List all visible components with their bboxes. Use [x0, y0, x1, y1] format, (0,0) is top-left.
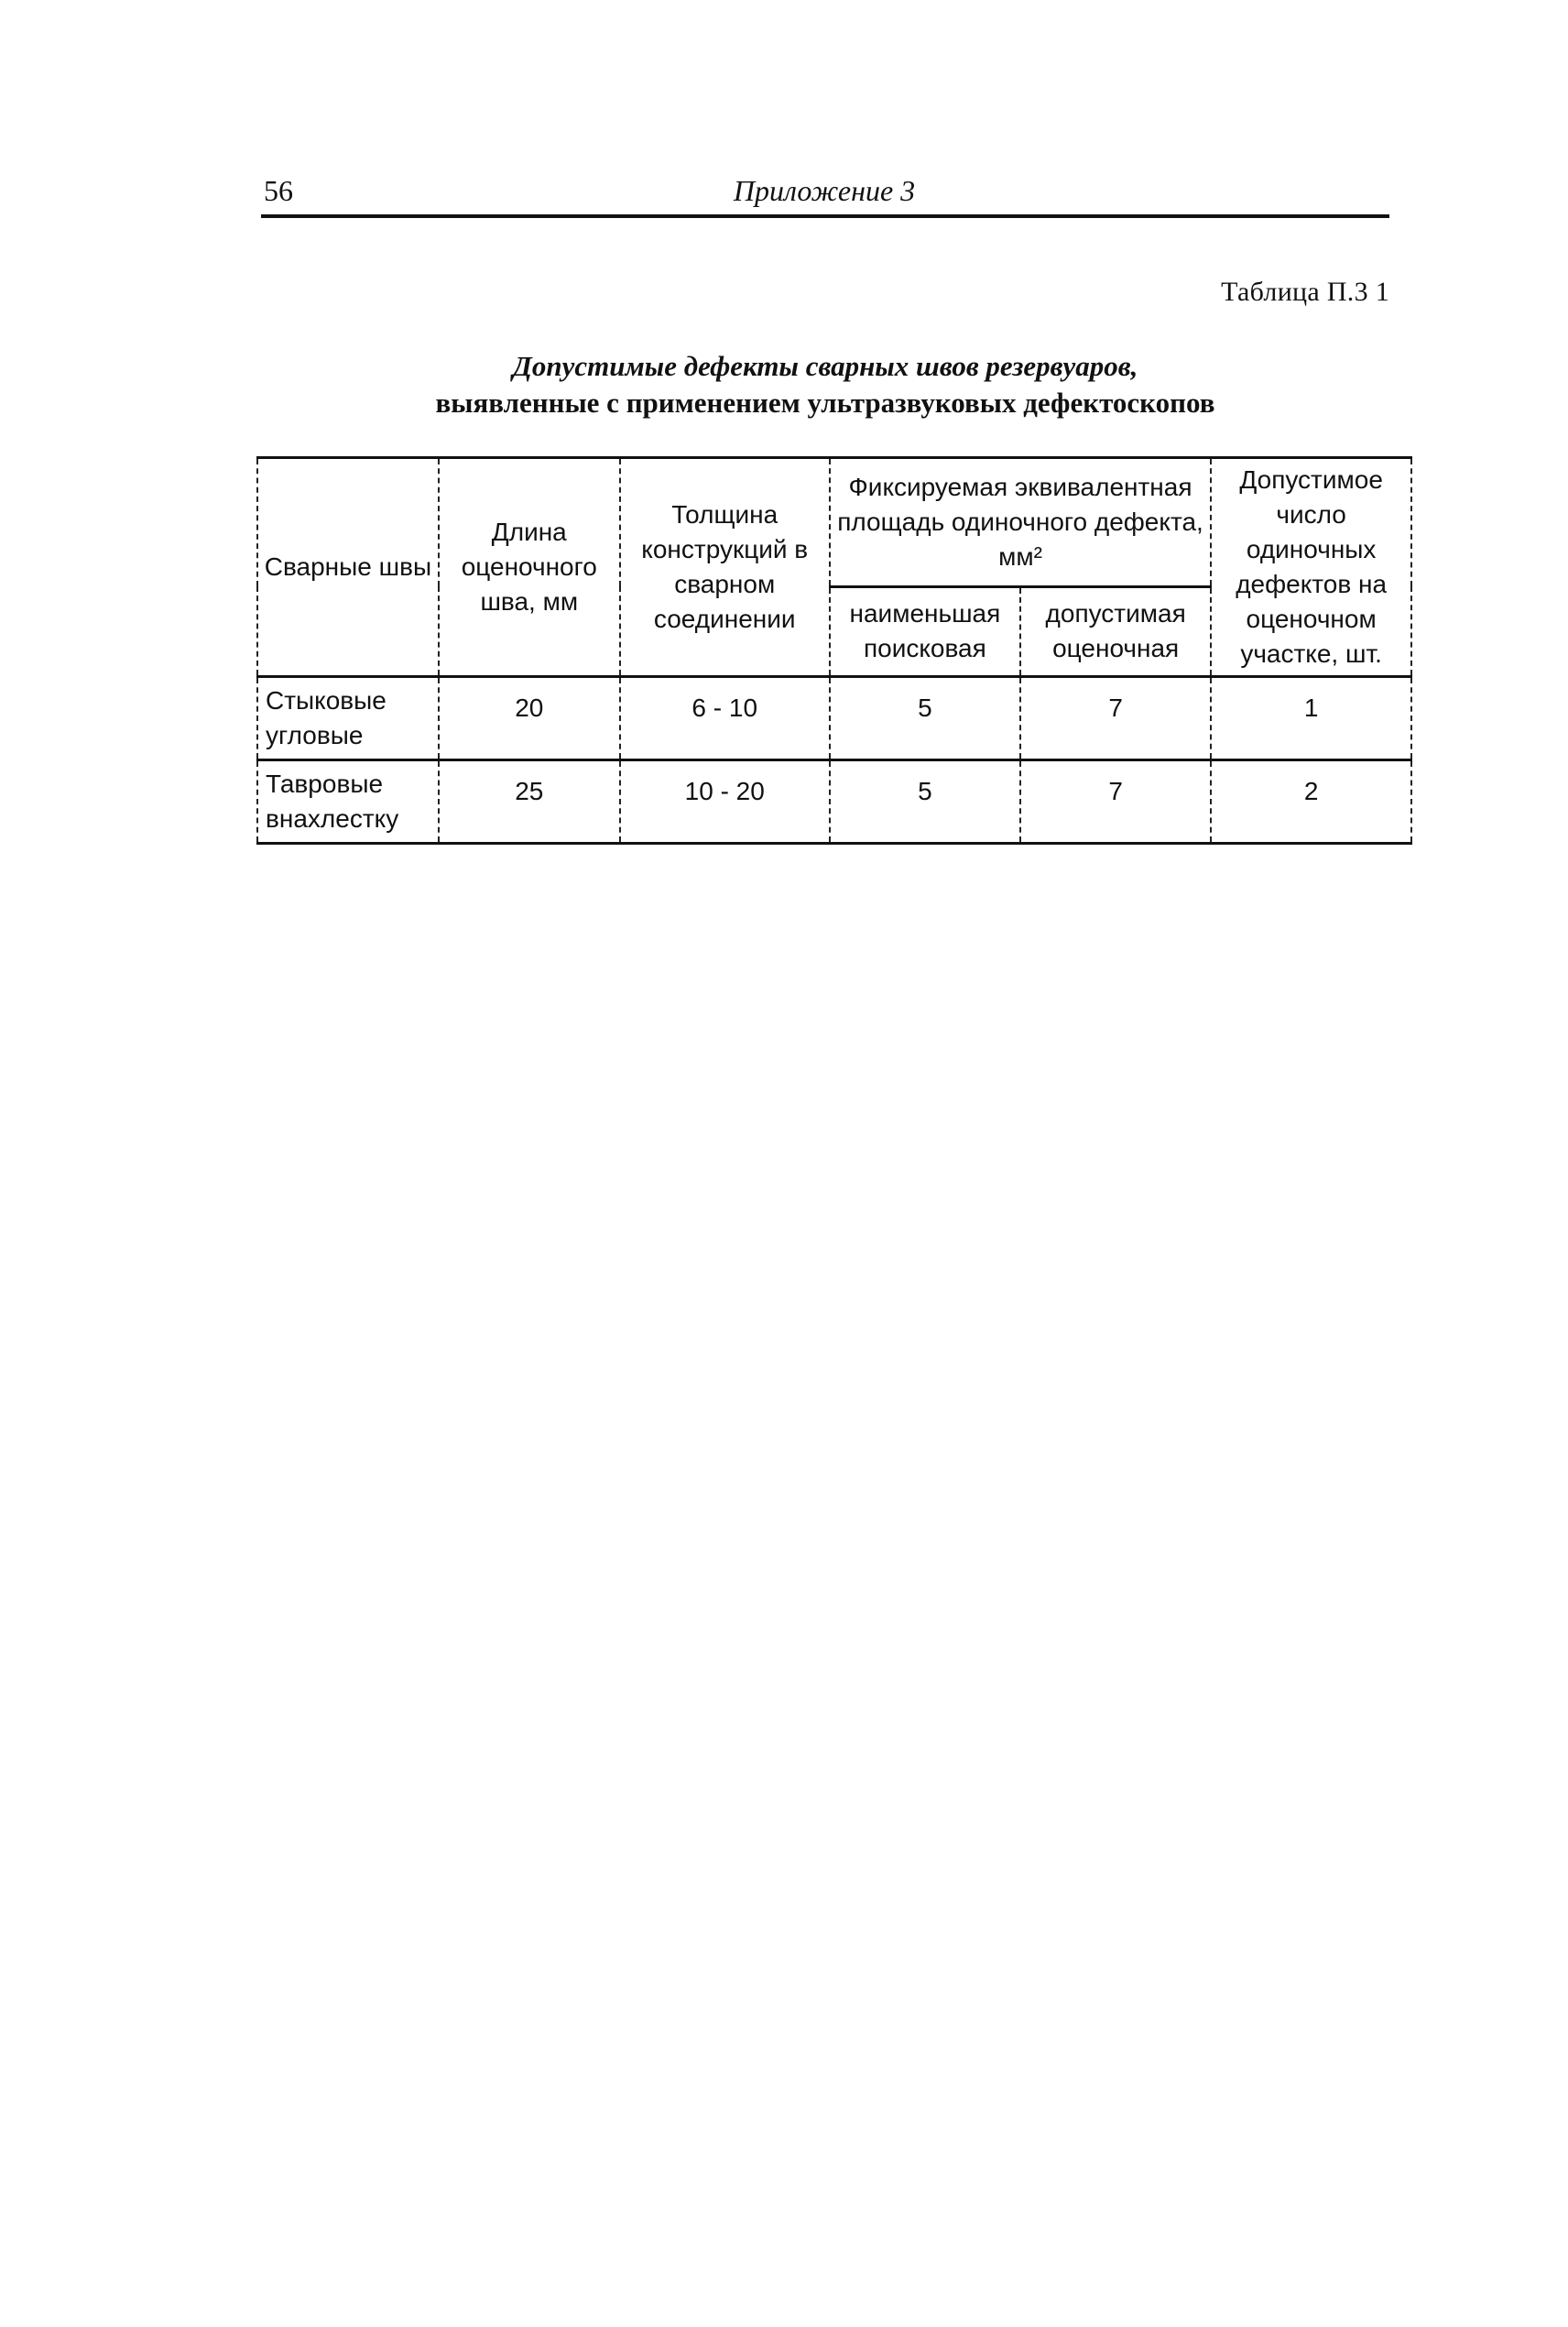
cell-count: 1 — [1211, 677, 1411, 760]
running-header: Приложение 3 — [733, 174, 916, 207]
cell-area-adm: 7 — [1020, 760, 1211, 844]
header-length: Длина оценочного шва, мм — [439, 458, 620, 677]
cell-thickness: 6 - 10 — [620, 677, 830, 760]
cell-count: 2 — [1211, 760, 1411, 844]
document-title — [261, 348, 1389, 421]
table-row — [257, 677, 1411, 760]
header-area-min: наименьшая поисковая — [830, 586, 1020, 676]
cell-area-min: 5 — [830, 677, 1020, 760]
table-row — [257, 760, 1411, 844]
header-weld: Сварные швы — [257, 458, 439, 677]
cell-area-min: 5 — [830, 760, 1020, 844]
defects-table — [256, 456, 1412, 845]
cell-area-adm: 7 — [1020, 677, 1211, 760]
header-thickness: Толщина конструкций в сварном соединении — [620, 458, 830, 677]
header-area-group: Фиксируемая эквивалентная площадь одиночного дефекта, мм² — [830, 458, 1212, 587]
title-line-1: Допустимые дефекты сварных швов резервуаров, — [512, 350, 1138, 382]
cell-thickness: 10 - 20 — [620, 760, 830, 844]
cell-length: 25 — [439, 760, 620, 844]
title-line-2: выявленные с применением ультразвуковых дефектоскопов — [435, 387, 1215, 419]
table-header-row — [257, 458, 1411, 587]
cell-length: 20 — [439, 677, 620, 760]
cell-weld: Стыковые угловые — [257, 677, 439, 760]
header-rule — [261, 214, 1389, 218]
table-number: Таблица П.3 1 — [1221, 277, 1389, 307]
header-count: Допустимое число одиночных дефектов на оценочном участке, шт. — [1211, 458, 1411, 677]
header-area-adm: допустимая оценочная — [1020, 586, 1211, 676]
cell-weld: Тавровые внахлестку — [257, 760, 439, 844]
page-number: 56 — [264, 174, 293, 207]
